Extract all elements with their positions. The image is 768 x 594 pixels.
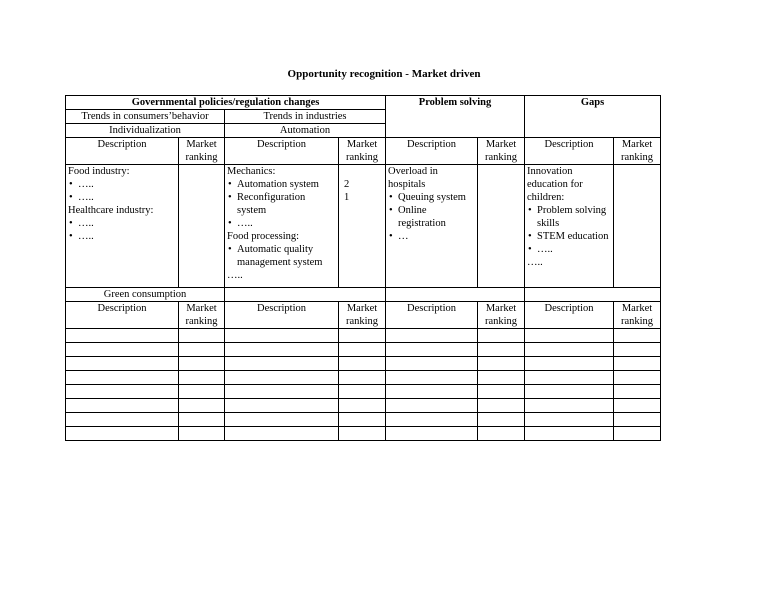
col-market-ranking: Market ranking	[179, 302, 225, 329]
opportunity-table	[65, 95, 661, 441]
gaps-ranking	[614, 165, 661, 288]
automation-description: Mechanics: • Automation system • Reconfiguration system • ….. Food processing: • Automatic quality management system …..	[225, 165, 339, 288]
list-item: • …..	[78, 178, 176, 191]
col-description: Description	[66, 138, 179, 165]
header-green-consumption: Green consumption	[66, 288, 225, 302]
col-description: Description	[225, 138, 339, 165]
table-row	[66, 427, 661, 441]
col-market-ranking: Market ranking	[339, 302, 386, 329]
list-item: • STEM education	[537, 230, 611, 243]
header-gov-policies: Governmental policies/regulation changes	[66, 96, 386, 110]
list-item: • …..	[78, 217, 176, 230]
automation-ranking	[339, 165, 386, 288]
list-item: • …..	[237, 217, 336, 230]
col-market-ranking: Market ranking	[339, 138, 386, 165]
ranking-value: 2	[344, 179, 350, 190]
gaps-description: Innovation education for children: • Problem solving skills • STEM education • ….. …..	[525, 165, 614, 288]
header-gaps: Gaps	[525, 96, 661, 138]
header-automation: Automation	[225, 124, 386, 138]
page-title: Opportunity recognition - Market driven	[287, 68, 481, 80]
problem-description: Overload in hospitals • Queuing system • Online registration • …	[386, 165, 478, 288]
col-market-ranking: Market ranking	[614, 138, 661, 165]
ranking-value: 1	[344, 192, 350, 203]
subheader-row	[66, 138, 661, 165]
header-problem-solving: Problem solving	[386, 96, 525, 138]
problem-ranking	[478, 165, 525, 288]
list-item: • …..	[78, 191, 176, 204]
col-market-ranking: Market ranking	[614, 302, 661, 329]
list-item: • …..	[537, 243, 611, 256]
header-individualization: Individualization	[66, 124, 225, 138]
table-row	[66, 329, 661, 343]
list-item: • Queuing system	[398, 191, 475, 204]
header-trends-industries: Trends in industries	[225, 110, 386, 124]
table-row	[66, 413, 661, 427]
col-description: Description	[386, 138, 478, 165]
individualization-ranking	[179, 165, 225, 288]
header-trends-consumers: Trends in consumers’behavior	[66, 110, 225, 124]
table-row	[66, 399, 661, 413]
list-item: • Reconfiguration system	[237, 191, 336, 217]
col-description: Description	[66, 302, 179, 329]
table-row	[66, 357, 661, 371]
col-description: Description	[525, 138, 614, 165]
col-description: Description	[525, 302, 614, 329]
list-item: • Automatic quality management system	[237, 243, 336, 269]
table-row	[66, 371, 661, 385]
list-item: • …	[398, 230, 475, 243]
col-market-ranking: Market ranking	[179, 138, 225, 165]
subheader-row	[66, 302, 661, 329]
individualization-description: Food industry: • ….. • ….. Healthcare industry: • ….. • …..	[66, 165, 179, 288]
table-row	[66, 385, 661, 399]
list-item: • …..	[78, 230, 176, 243]
list-item: • Automation system	[237, 178, 336, 191]
table-row	[66, 343, 661, 357]
col-market-ranking: Market ranking	[478, 138, 525, 165]
list-item: • Online registration	[398, 204, 475, 230]
col-description: Description	[225, 302, 339, 329]
content-row	[66, 165, 661, 288]
col-description: Description	[386, 302, 478, 329]
list-item: • Problem solving skills	[537, 204, 611, 230]
col-market-ranking: Market ranking	[478, 302, 525, 329]
